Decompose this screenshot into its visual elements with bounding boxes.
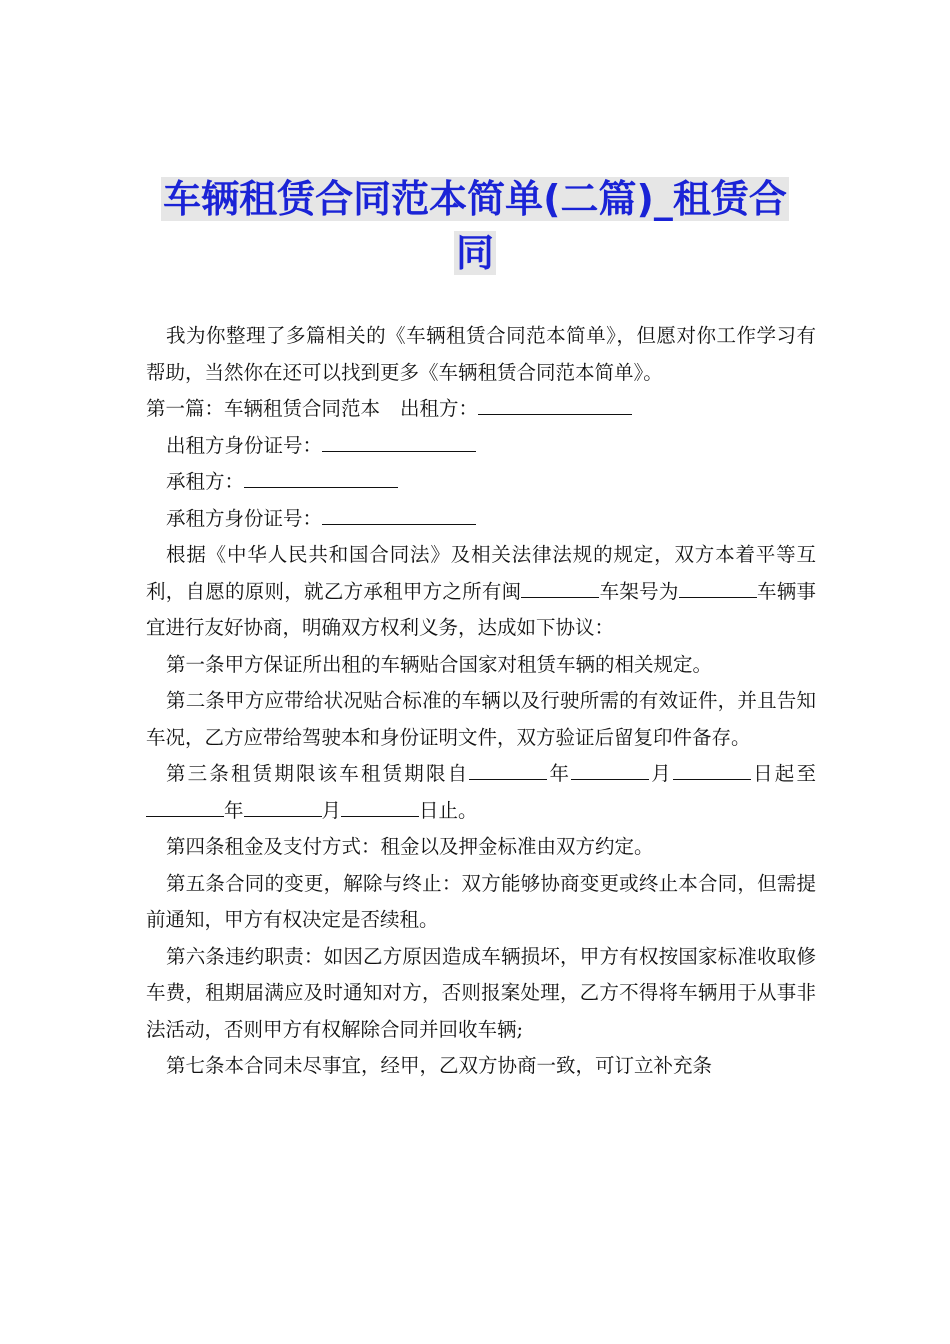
year-label: 年 [224,798,244,822]
part-one-heading: 第一篇：车辆租赁合同范本 [146,397,381,420]
preamble-text-a: 根据《中华人民共和国合同法》及相关法律法规的规定，双方本着平等互利，自愿的原则，就乙方承租甲方之所有闽 [146,543,816,603]
lessee-id-line [146,501,816,538]
frame-number-blank [679,579,757,598]
article-6: 第六条违约职责：如因乙方原因造成车辆损坏，甲方有权按国家标准收取修车费，租期届满应及时通知对方，否则报案处理，乙方不得将车辆用于从事非法活动，否则甲方有权解除合同并回收车辆; [146,944,816,1041]
intro-paragraph: 我为你整理了多篇相关的《车辆租赁合同范本简单》，但愿对你工作学习有帮助，当然你在还可以找到更多《车辆租赁合同范本简单》。 [146,324,816,384]
title-line-2: 同 [455,231,494,275]
lessor-id-line [146,428,816,465]
article-7: 第七条本合同未尽事宜，经甲，乙双方协商一致，可订立补充条 [166,1054,713,1077]
article-5: 第五条合同的变更，解除与终止：双方能够协商变更或终止本合同，但需提前通知，甲方有权决定是否续租。 [146,871,816,931]
lessee-blank [244,469,398,488]
start-day-blank [673,761,751,780]
lessor-id-label: 出租方身份证号： [166,433,323,457]
day-to-label: 日止。 [419,798,478,822]
lessee-line [146,464,816,501]
preamble-text-b: 车架号为 [599,579,679,603]
lessee-id-blank [322,506,476,525]
start-month-blank [571,761,649,780]
lessor-id-blank [322,433,476,452]
month-label: 月 [321,798,342,822]
preamble-text-c: 车辆事宜进行友好协商，明确双方权利义务，达成如下协议： [146,579,816,639]
lessor-label: 出租方： [400,397,479,420]
lessee-label: 承租方： [166,470,245,493]
start-year-blank [469,761,547,780]
article-1: 第一条甲方保证所出租的车辆贴合国家对租赁车辆的相关规定。 [166,652,713,676]
end-day-blank [341,798,419,817]
month-label: 月 [649,762,673,785]
article-4: 第四条租金及支付方式：租金以及押金标准由双方约定。 [166,835,654,858]
plate-blank [521,579,599,598]
article-3-text: 第三条租赁期限该车租赁期限自 [166,762,470,785]
preamble-paragraph [146,537,816,647]
document-title [140,172,810,280]
day-from-label: 日起至 [750,762,816,785]
article-3 [146,756,816,829]
lessee-id-label: 承租方身份证号： [166,506,323,530]
end-month-blank [244,798,322,817]
title-line-1: 车辆租赁合同范本简单(二篇)_租赁合 [163,177,787,221]
lessor-blank [478,396,632,415]
end-year-blank [146,798,224,817]
document-body [146,318,816,1085]
part-one-line [146,391,816,428]
year-label: 年 [547,762,572,785]
article-2: 第二条甲方应带给状况贴合标准的车辆以及行驶所需的有效证件，并且告知车况，乙方应带给驾驶本和身份证明文件，双方验证后留复印件备存。 [146,689,816,749]
